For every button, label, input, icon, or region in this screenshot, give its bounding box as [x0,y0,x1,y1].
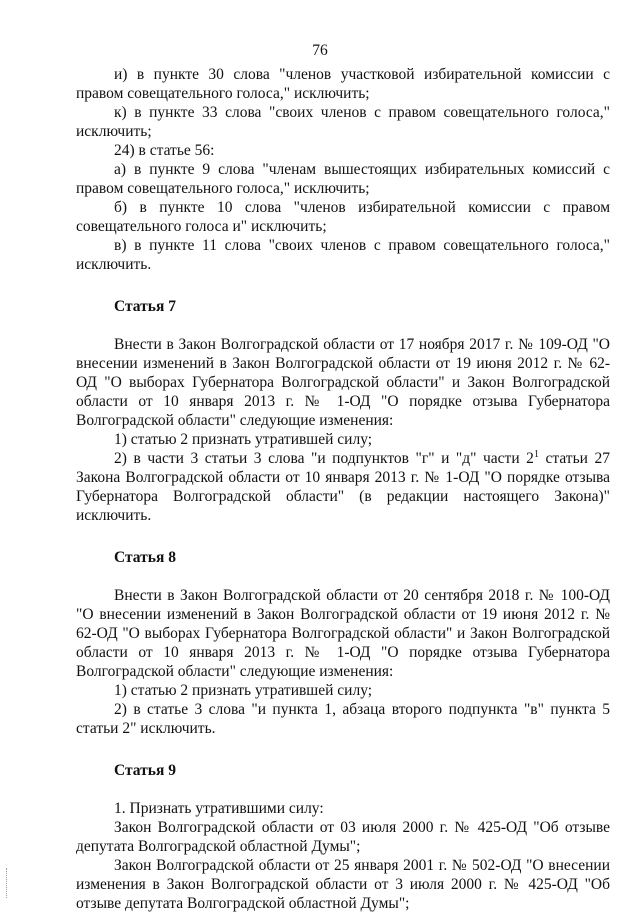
paragraph-item-a: а) в пункте 9 слова "членам вышестоящих избирательных комиссий с правом совещательного голоса," исключить; [76,161,610,197]
article-9-heading: Статья 9 [114,762,176,779]
paragraph-item-k: к) в пункте 33 слова "своих членов с правом совещательного голоса," исключить; [76,104,610,140]
article-7-item-2 [76,449,610,525]
article-7-heading: Статья 7 [114,298,176,315]
paragraph-item-v: в) в пункте 11 слова "своих членов с правом совещательного голоса," исключить. [76,237,610,273]
paragraph-item-24: 24) в статье 56: [114,142,215,159]
article-7-intro: Внести в Закон Волгоградской области от 17 ноября 2017 г. № 109-ОД "О внесении изменений в Закон Волгоградской области от 19 июня 2012 г. № 62-ОД "О выборах Губернатора Волгоградской области" и Закон Волгоградской области от 10 января 2013 г. № 1-ОД "О порядке отзыва Губернатора Волгоградской области" следующие изменения: [76,336,610,429]
article-9-item-1: 1. Признать утратившими силу: [114,800,324,817]
article-9-law-1: Закон Волгоградской области от 03 июля 2000 г. № 425-ОД "Об отзыве депутата Волгоградской областной Думы"; [76,819,610,855]
paragraph-item-b: б) в пункте 10 слова "членов избирательной комиссии с правом совещательного голоса и" исключить; [76,199,610,235]
article-8-intro: Внести в Закон Волгоградской области от 20 сентября 2018 г. № 100-ОД "О внесении изменений в Закон Волгоградской области от 19 июня 2012 г. № 62-ОД "О выборах Губернатора Волгоградской области" и Закон Волгоградской области от 10 января 2013 г. № 1-ОД "О порядке отзыва Губернатора Волгоградской области" следующие изменения: [76,587,610,680]
article-9-law-2: Закон Волгоградской области от 25 января 2001 г. № 502-ОД "О внесении изменения в Закон Волгоградской области от 3 июля 2000 г. № 425-ОД "Об отзыве депутата Волгоградской областной Думы"; [76,857,610,912]
page-number: 76 [312,42,328,59]
article-8-heading: Статья 8 [114,549,176,566]
scan-edge-marks [6,868,11,898]
article-7-item-2-part-a: 2) в части 3 статьи 3 слова "и подпунктов "г" и "д" части 2 [114,450,534,467]
article-7-item-1: 1) статью 2 признать утратившей силу; [114,431,373,448]
paragraph-item-i: и) в пункте 30 слова "членов участковой избирательной комиссии с правом совещательного голоса," исключить; [76,66,610,102]
article-8-item-2: 2) в статье 3 слова "и пункта 1, абзаца второго подпункта "в" пункта 5 статьи 2" исключить. [76,701,610,737]
document-body [76,65,610,913]
article-8-item-1: 1) статью 2 признать утратившей силу; [114,682,373,699]
article-7-item-2-part-b: статьи 27 Закона Волгоградской области от 10 января 2013 г. № 1-ОД "О порядке отзыва Губернатора Волгоградской области" (в редакции настоящего Закона)" исключить. [76,450,610,524]
superscript-mark: 1 [533,448,539,460]
